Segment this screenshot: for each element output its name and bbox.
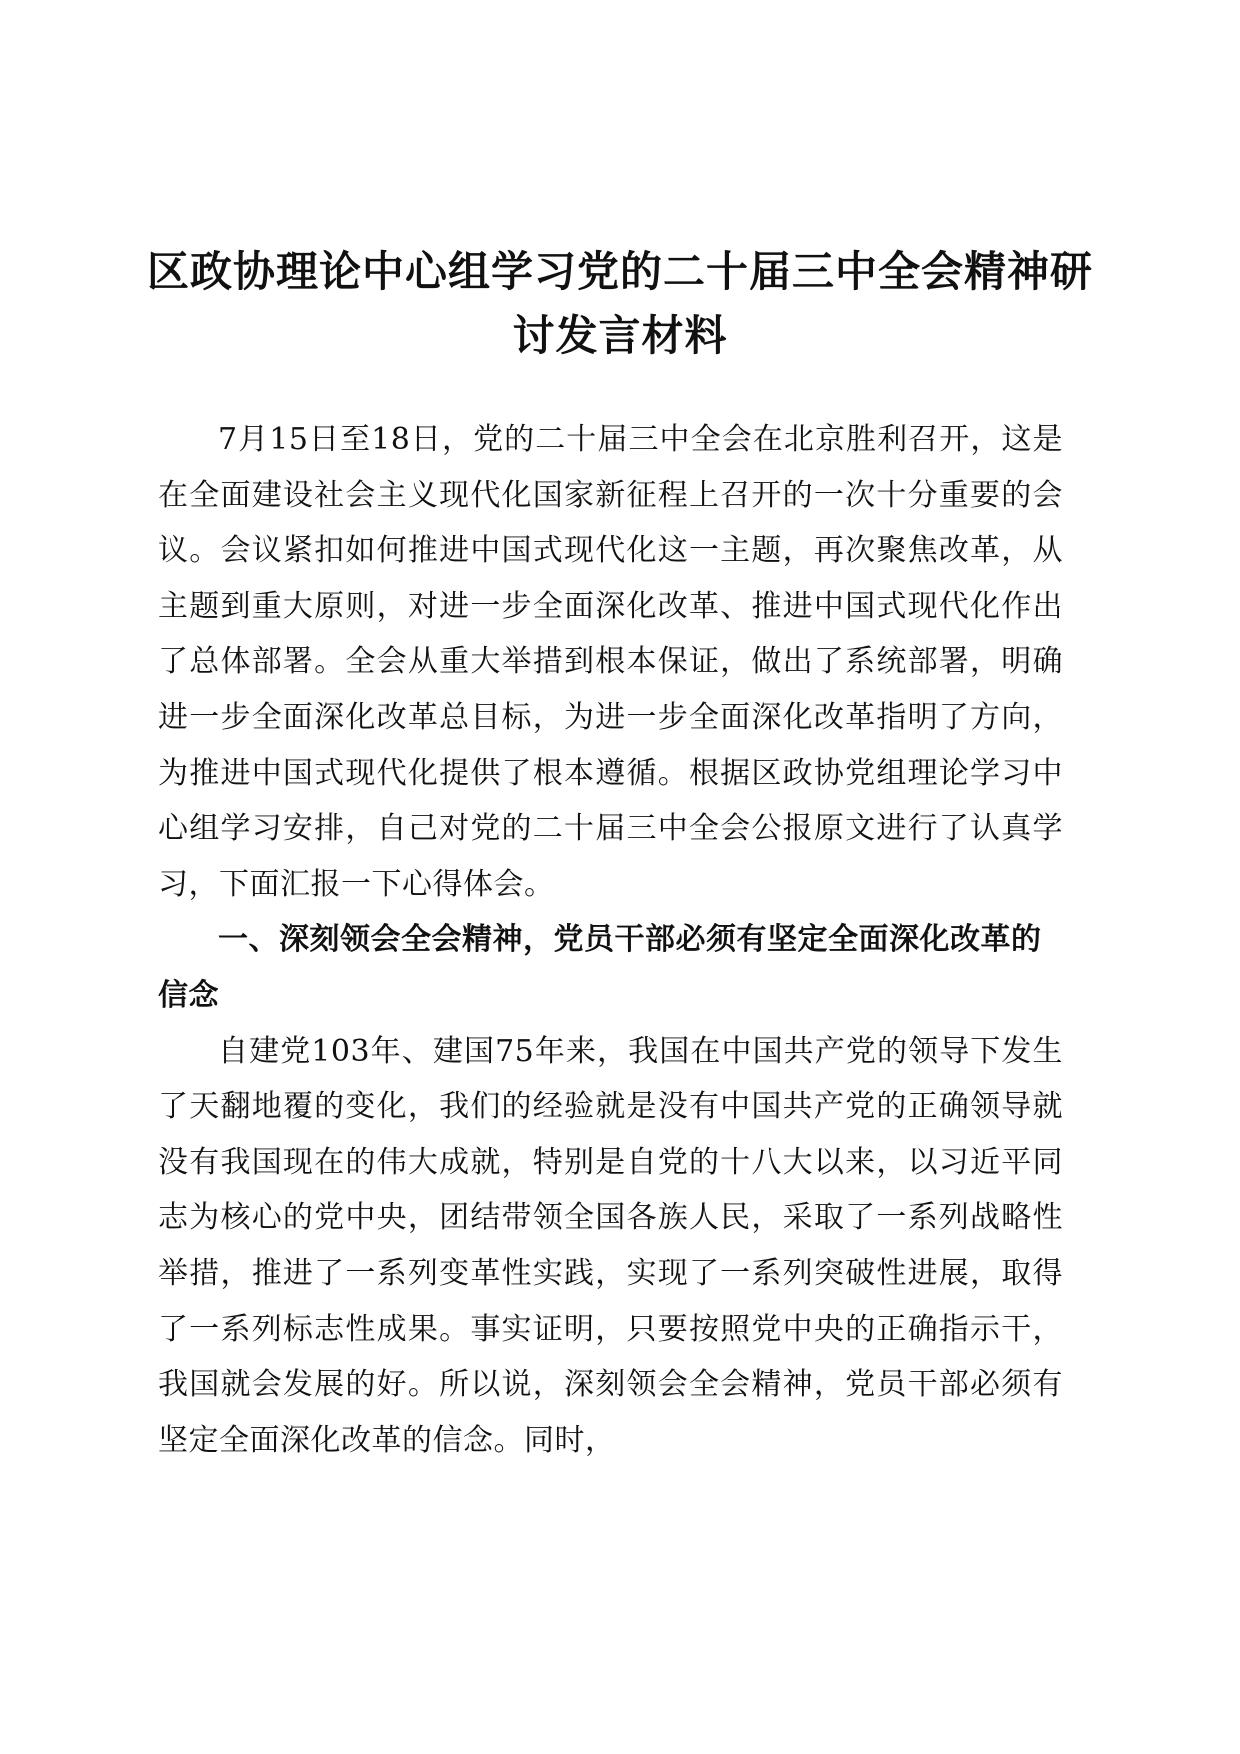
section-1-paragraph: 自建党103年、建国75年来，我国在中国共产党的领导下发生了天翻地覆的变化，我们的经验就是没有中国共产党的正确领导就没有我国现在的伟大成就，特别是自党的十八大以来，以习近平同志为核心的党中央，团结带领全国各族人民，采取了一系列战略性举措，推进了一系列变革性实践，实现了一系列突破性进展，取得了一系列标志性成果。事实证明，只要按照党中央的正确指示干，我国就会发展的好。所以说，深刻领会全会精神，党员干部必须有坚定全面深化改革的信念。同时， bbox=[158, 1033, 1063, 1458]
document-body bbox=[158, 412, 1063, 1468]
section-1-heading: 一、深刻领会全会精神，党员干部必须有坚定全面深化改革的信念 bbox=[158, 922, 1042, 1013]
document-title: 区政协理论中心组学习党的二十届三中全会精神研讨发言材料 bbox=[146, 247, 1093, 360]
intro-paragraph: 7月15日至18日，党的二十届三中全会在北京胜利召开，这是在全面建设社会主义现代化国家新征程上召开的一次十分重要的会议。会议紧扣如何推进中国式现代化这一主题，再次聚焦改革，从主题到重大原则，对进一步全面深化改革、推进中国式现代化作出了总体部署。全会从重大举措到根本保证，做出了系统部署，明确进一步全面深化改革总目标，为进一步全面深化改革指明了方向，为推进中国式现代化提供了根本遵循。根据区政协党组理论学习中心组学习安排，自己对党的二十届三中全会公报原文进行了认真学习，下面汇报一下心得体会。 bbox=[158, 422, 1063, 902]
